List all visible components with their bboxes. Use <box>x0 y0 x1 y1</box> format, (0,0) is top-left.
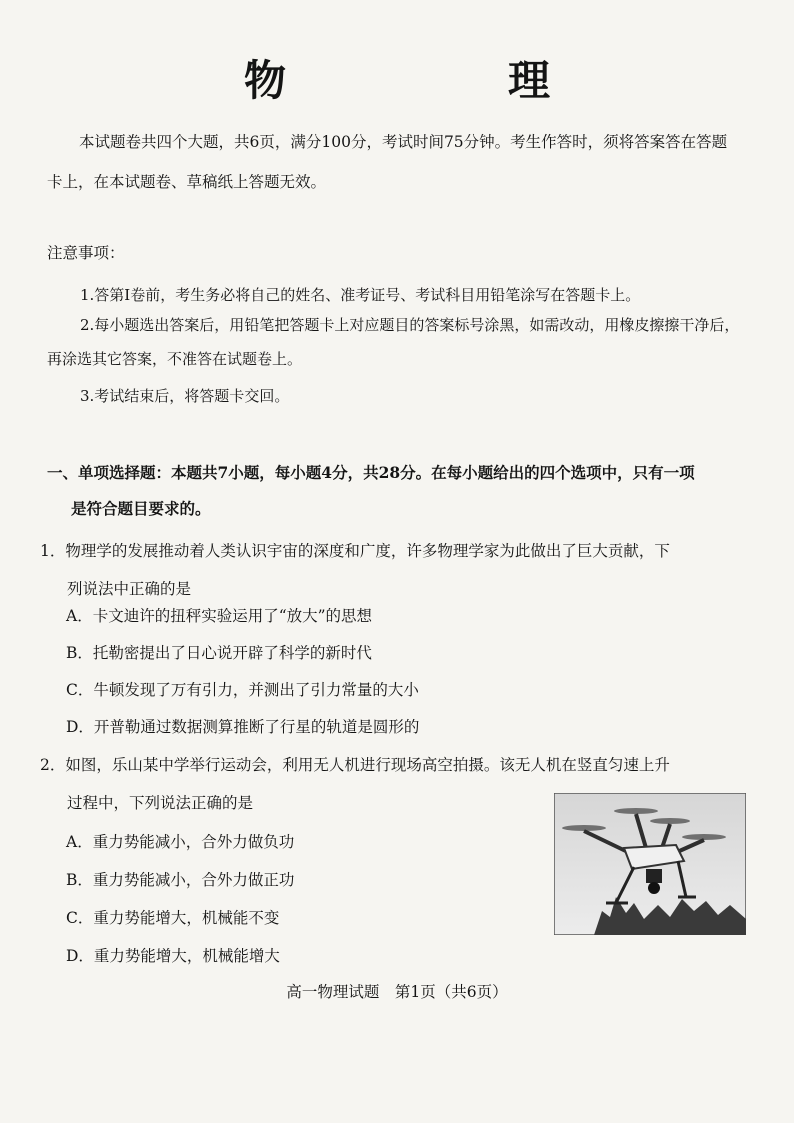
page-footer: 高一物理试题 第1页（共6页） <box>286 983 508 1001</box>
question-1-option-d: D．开普勒通过数据测算推断了行星的轨道是圆形的 <box>66 718 420 736</box>
question-2-option-a: A．重力势能减小，合外力做负功 <box>66 833 295 851</box>
notes-heading: 注意事项： <box>47 244 125 262</box>
note-item: 2.每小题选出答案后，用铅笔把答题卡上对应题目的答案标号涂黑，如需改动，用橡皮擦擦干净后，再涂选其它答案，不准答在试题卷上。 <box>47 316 740 368</box>
section-heading <box>47 455 747 527</box>
question-stem-line1: 1．物理学的发展推动着人类认识宇宙的深度和广度，许多物理学家为此做出了巨大贡献，下 <box>40 542 670 560</box>
question-stem-line2: 过程中，下列说法正确的是 <box>67 794 254 812</box>
page-title: 物 理 <box>243 56 640 105</box>
question-stem-line1: 2．如图，乐山某中学举行运动会，利用无人机进行现场高空拍摄。该无人机在竖直匀速上升 <box>40 756 670 774</box>
question-1-stem <box>40 532 760 608</box>
question-2-option-d: D．重力势能增大，机械能增大 <box>66 947 280 965</box>
question-1-option-c: C．牛顿发现了万有引力，并测出了引力常量的大小 <box>66 681 419 699</box>
note-item: 1.答第Ⅰ卷前，考生务必将自己的姓名、准考证号、考试科目用铅笔涂写在答题卡上。 <box>80 286 641 304</box>
drone-photo <box>554 793 746 935</box>
question-2-option-b: B．重力势能减小，合外力做正功 <box>66 871 295 889</box>
question-1-option-b: B．托勒密提出了日心说开辟了科学的新时代 <box>66 644 372 662</box>
question-2-option-c: C．重力势能增大，机械能不变 <box>66 909 280 927</box>
question-stem-line2: 列说法中正确的是 <box>67 580 192 598</box>
section-heading-line1: 一、单项选择题：本题共7小题，每小题4分，共28分。在每小题给出的四个选项中，只有一项 <box>47 463 695 482</box>
note-item: 3.考试结束后，将答题卡交回。 <box>80 387 290 405</box>
intro-paragraph: 本试题卷共四个大题，共6页，满分100分，考试时间75分钟。考生作答时，须将答案答在答题卡上，在本试题卷、草稿纸上答题无效。 <box>47 133 728 191</box>
question-1-option-a: A．卡文迪许的扭秤实验运用了“放大”的思想 <box>66 607 373 625</box>
section-heading-line2: 是符合题目要求的。 <box>71 499 211 518</box>
